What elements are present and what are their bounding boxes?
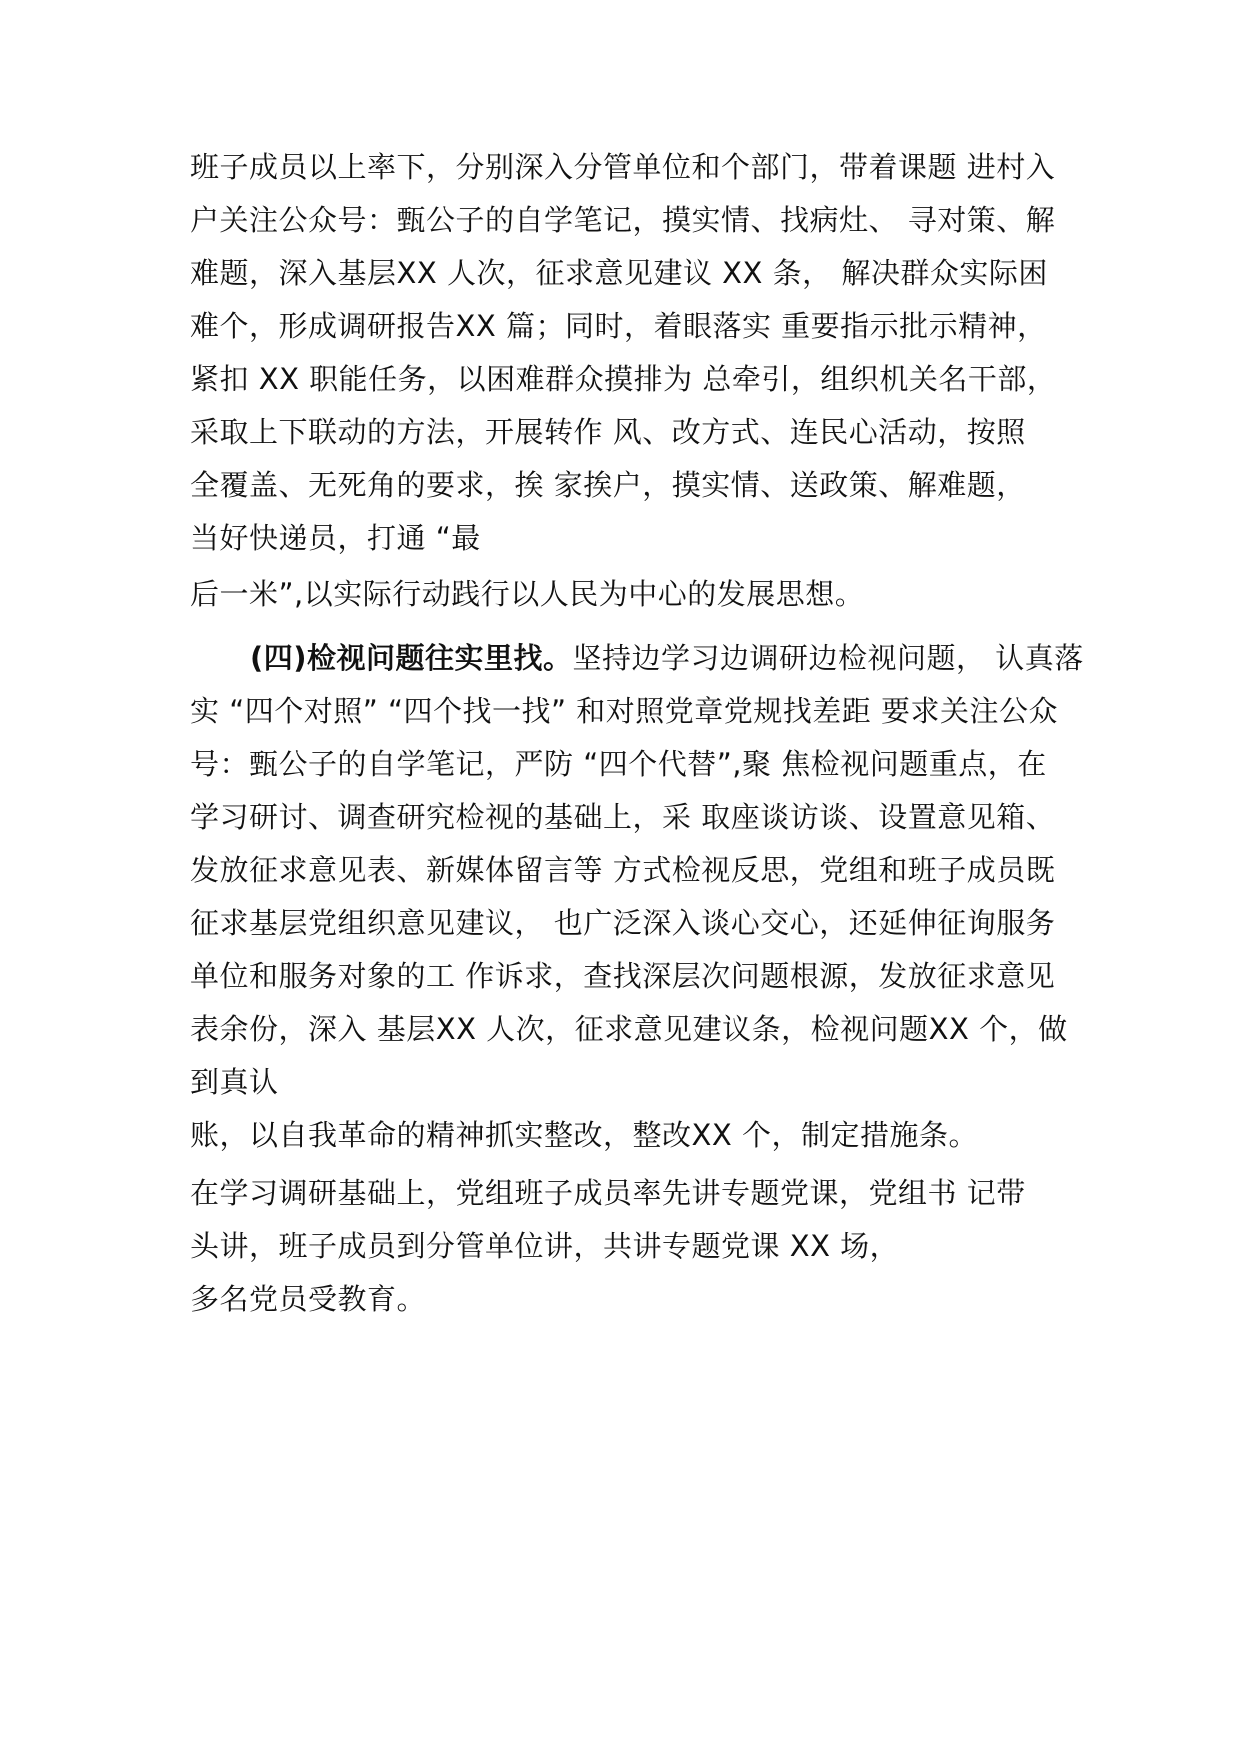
paragraph-line: 后一米”,以实际行动践行以人民为中心的发展思想。 — [190, 577, 865, 611]
paragraph-line: 班子成员以上率下，分别深入分管单位和个部门，带着课题 进村入 — [190, 150, 1056, 184]
paragraph-line: 采取上下联动的方法，开展转作 风、改方式、连民心活动，按照 — [190, 415, 1026, 449]
paragraph-line: 头讲，班子成员到分管单位讲，共讲专题党课 XX 场， — [190, 1229, 900, 1263]
paragraph-line: 难题，深入基层XX 人次，征求意见建议 XX 条， 解决群众实际困 — [190, 256, 1048, 290]
section-paragraph-first-line — [250, 638, 1084, 678]
paragraph-line: 在学习调研基础上，党组班子成员率先讲专题党课，党组书 记带 — [190, 1176, 1026, 1210]
paragraph-line: 实 “四个对照” “四个找一找” 和对照党章党规找差距 要求关注公众 — [190, 694, 1058, 728]
paragraph-line: 号：甄公子的自学笔记，严防 “四个代替”,聚 焦检视问题重点，在 — [190, 747, 1047, 781]
paragraph-line: 到真认 — [190, 1065, 279, 1099]
paragraph-line: 户关注公众号：甄公子的自学笔记，摸实情、找病灶、 寻对策、解 — [190, 203, 1056, 237]
paragraph-line: 表余份，深入 基层XX 人次，征求意见建议条，检视问题XX 个，做 — [190, 1012, 1068, 1046]
paragraph-line: 全覆盖、无死角的要求，挨 家挨户，摸实情、送政策、解难题， — [190, 468, 1026, 502]
paragraph-line: 发放征求意见表、新媒体留言等 方式检视反思，党组和班子成员既 — [190, 853, 1056, 887]
paragraph-line: 紧扣 XX 职能任务，以困难群众摸排为 总牵引，组织机关名干部， — [190, 362, 1057, 396]
paragraph-line: 征求基层党组织意见建议， 也广泛深入谈心交心，还延伸征询服务 — [190, 906, 1056, 940]
paragraph-line: 坚持边学习边调研边检视问题， 认真落 — [572, 641, 1084, 675]
section-heading: (四)检视问题往实里找。 — [250, 641, 573, 675]
paragraph-line: 当好快递员，打通 “最 — [190, 521, 481, 555]
paragraph-line: 学习研讨、调查研究检视的基础上，采 取座谈访谈、设置意见箱、 — [190, 800, 1056, 834]
paragraph-line: 账，以自我革命的精神抓实整改，整改XX 个，制定措施条。 — [190, 1118, 978, 1152]
paragraph-line: 多名党员受教育。 — [190, 1282, 427, 1316]
paragraph-line: 单位和服务对象的工 作诉求，查找深层次问题根源，发放征求意见 — [190, 959, 1056, 993]
paragraph-line: 难个，形成调研报告XX 篇；同时，着眼落实 重要指示批示精神， — [190, 309, 1047, 343]
